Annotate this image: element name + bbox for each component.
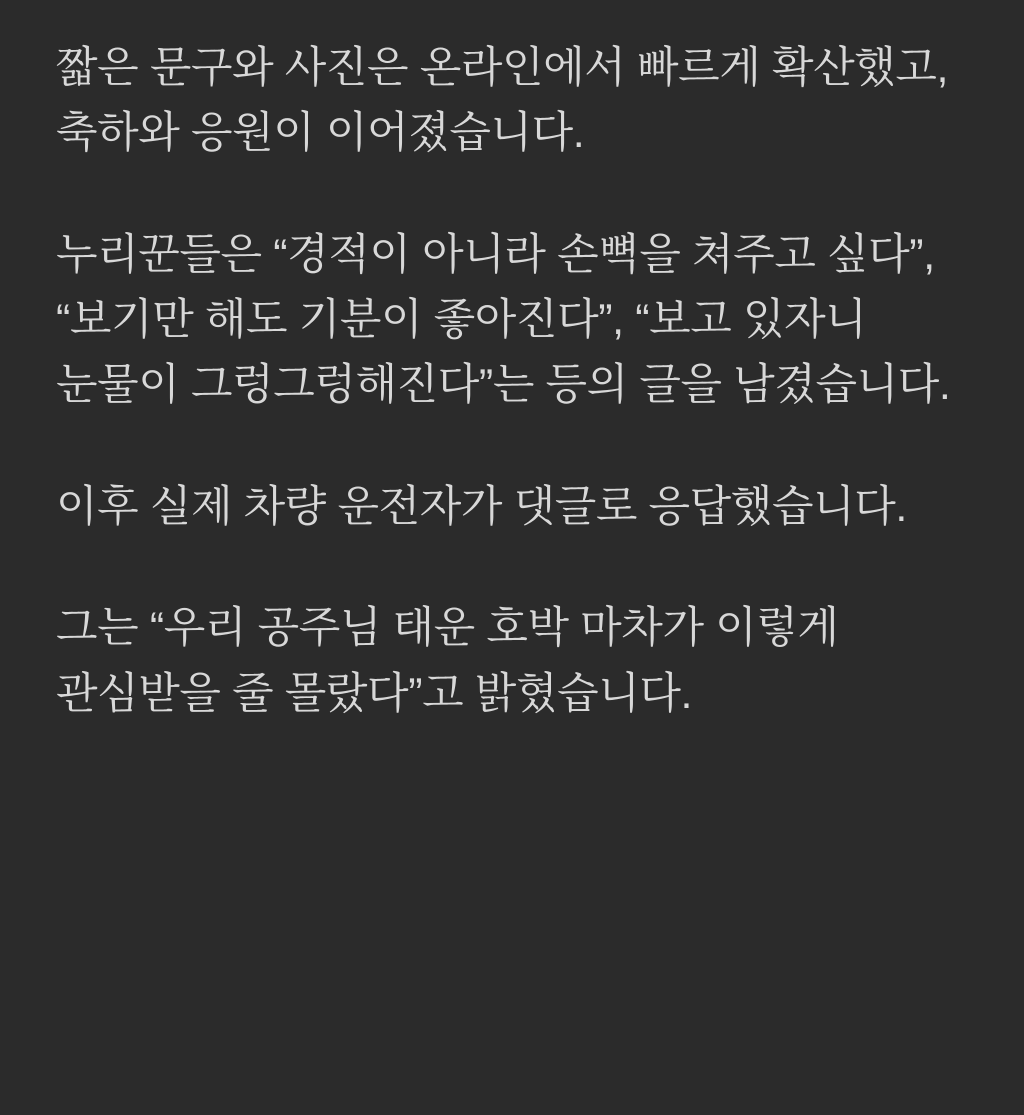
article-paragraph: 이후 실제 차량 운전자가 댓글로 응답했습니다.	[56, 482, 907, 531]
article-paragraph: 그는 “우리 공주님 태운 호박 마차가 이렇게 관심받을 줄 몰랐다”고 밝혔습니다.	[56, 604, 839, 718]
article-paragraph: 짧은 문구와 사진은 온라인에서 빠르게 확산했고, 축하와 응원이 이어졌습니다.	[56, 44, 949, 158]
article-paragraph: 누리꾼들은 “경적이 아니라 손뼉을 쳐주고 싶다”, “보기만 해도 기분이 좋아진다”, “보고 있자니 눈물이 그렁그렁해진다”는 등의 글을 남겼습니다.	[56, 230, 951, 410]
